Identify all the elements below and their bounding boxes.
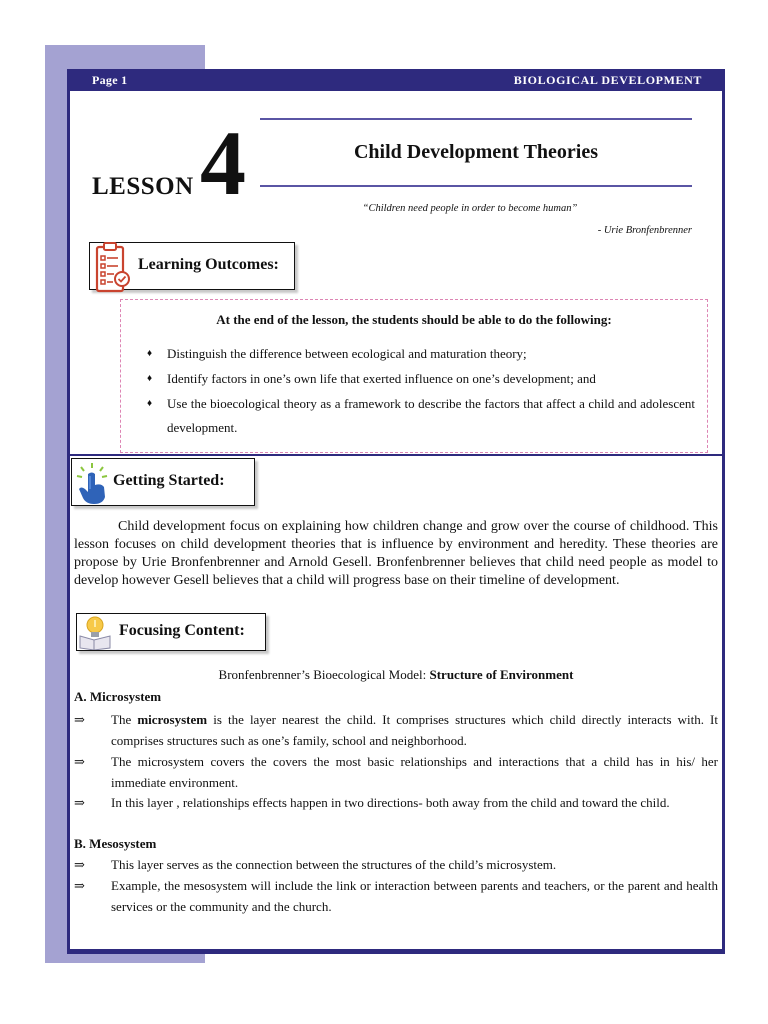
arrow-bullet-icon: ⇒: [74, 712, 85, 727]
list-item: ⇒ In this layer , relationships effects happen in two directions- both away from the child and toward the child.: [74, 792, 718, 813]
learning-outcomes-intro: At the end of the lesson, the students should be able to do the following:: [216, 312, 612, 327]
lesson-label: LESSON: [92, 173, 194, 200]
getting-started-paragraph: [74, 518, 718, 590]
arrow-bullet-icon: ⇒: [74, 857, 85, 872]
mesosystem-heading: B. Mesosystem: [74, 836, 157, 851]
learning-outcomes-heading-box: [89, 242, 295, 290]
list-item: ⇒ Example, the mesosystem will include the link or interaction between parents and teachers, or the parent and health services or the community and the church.: [74, 875, 718, 917]
model-title: Bronfenbrenner’s Bioecological Model: Structure of Environment: [218, 667, 574, 682]
microsystem-heading: A. Microsystem: [74, 689, 162, 704]
learning-outcomes-box: [120, 299, 708, 453]
focusing-content-heading: Focusing Content:: [119, 622, 245, 639]
lesson-number: 4: [200, 112, 246, 214]
page-header: [70, 69, 722, 91]
list-item: ⇒ The microsystem is the layer nearest the child. It comprises structures which child directly interacts with. It comprises structures such as one’s family, school and neighborhood.: [74, 709, 718, 751]
getting-started-text: Child development focus on explaining how children change and grow over the course of childhood. This lesson focuses on child development theories that is influence by environment and heredity. These theories are propose by Urie Bronfenbrenner and Arnold Gesell. Bronfenbrenner believes that child need people as model to develop however Gesell believes that a child will progress base on their timeline of development.: [74, 519, 718, 588]
getting-started-heading: Getting Started:: [113, 472, 225, 489]
title-rule-bottom: [260, 185, 692, 187]
list-item: ♦ Distinguish the difference between ecological and maturation theory;: [147, 342, 695, 366]
learning-outcomes-heading: Learning Outcomes:: [138, 256, 279, 273]
focusing-content-heading-box: [76, 613, 266, 651]
list-item: ⇒ This layer serves as the connection between the structures of the child’s microsystem.: [74, 854, 718, 875]
list-item: ♦ Use the bioecological theory as a framework to describe the factors that affect a child and adolescent development.: [147, 392, 695, 440]
lesson-title: Child Development Theories: [353, 141, 599, 163]
section-title: BIOLOGICAL DEVELOPMENT: [513, 73, 702, 87]
list-item: ⇒ The microsystem covers the covers the most basic relationships and interactions that a child has in his/ her immediate environment.: [74, 751, 718, 793]
model-title-emphasis: Structure of Environment: [429, 667, 574, 682]
pointing-hand-icon: [72, 461, 112, 510]
getting-started-heading-box: [71, 458, 255, 506]
title-rule-top: [260, 118, 692, 120]
arrow-bullet-icon: ⇒: [74, 754, 85, 769]
arrow-bullet-icon: ⇒: [74, 795, 85, 810]
epigraph-author: - Urie Bronfenbrenner: [597, 225, 692, 236]
lesson-page: [67, 69, 725, 954]
list-item: ♦ Identify factors in one’s own life that exerted influence on one’s development; and: [147, 367, 695, 391]
epigraph-quote: “Children need people in order to become human”: [362, 203, 578, 214]
page-number: Page 1: [92, 73, 128, 87]
section-divider: [70, 454, 722, 456]
arrow-bullet-icon: ⇒: [74, 878, 85, 893]
checklist-icon: [92, 239, 132, 300]
learning-outcomes-list: [147, 342, 695, 441]
lightbulb-book-icon: [78, 614, 112, 655]
